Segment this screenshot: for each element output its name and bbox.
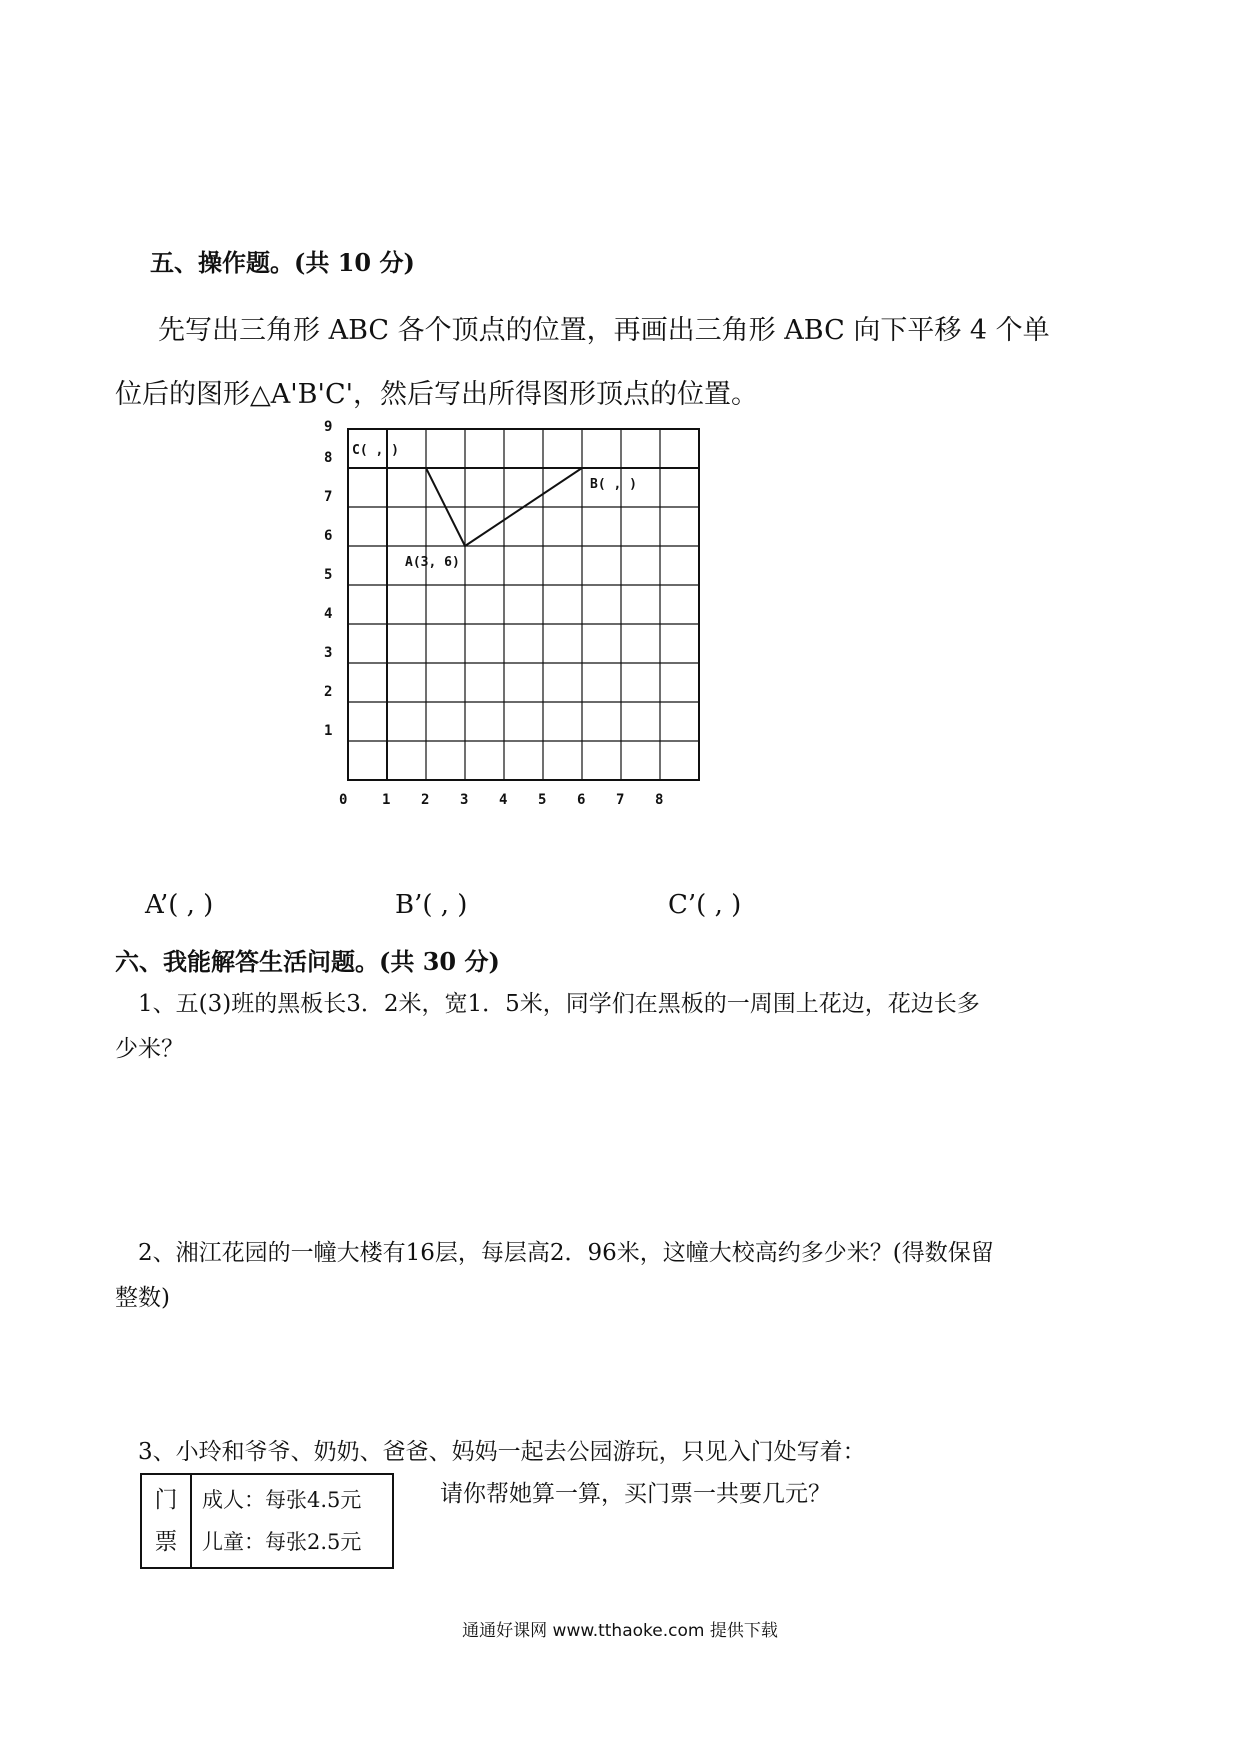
section5-instruction-line1: 先写出三角形 ABC 各个顶点的位置，再画出三角形 ABC 向下平移 4 个单 xyxy=(158,315,1050,346)
vertex-a-label: A(3, 6) xyxy=(405,555,460,570)
coordinate-grid xyxy=(318,419,678,830)
question3-prompt: 请你帮她算一算，买门票一共要几元？ xyxy=(440,1481,831,1507)
grid-lines xyxy=(348,429,699,780)
answer-a-prime[interactable]: A’( , ) xyxy=(145,890,214,920)
y-tick-label: 5 xyxy=(324,567,333,583)
x-tick-label: 7 xyxy=(616,792,625,808)
vertex-b-label: B( , ) xyxy=(590,477,637,492)
question2-line2: 整数) xyxy=(115,1285,170,1311)
y-tick-label: 3 xyxy=(324,645,333,661)
y-tick-label: 1 xyxy=(324,723,333,739)
y-tick-label: 2 xyxy=(324,684,333,700)
x-tick-label: 8 xyxy=(655,792,664,808)
question2-line1: 2、湘江花园的一幢大楼有16层，每层高2．96米，这幢大校高约多少米？(得数保留 xyxy=(138,1240,994,1266)
y-tick-label: 6 xyxy=(324,528,333,544)
ticket-price-box xyxy=(140,1473,394,1569)
question1-line1: 1、五(3)班的黑板长3．2米，宽1．5米，同学们在黑板的一周围上花边，花边长多 xyxy=(138,991,980,1017)
x-tick-label: 6 xyxy=(577,792,586,808)
ticket-prices xyxy=(192,1475,392,1567)
answer-c-prime[interactable]: C’( , ) xyxy=(668,890,742,920)
ticket-label-bottom: 票 xyxy=(154,1529,178,1555)
section5-instruction-line2: 位后的图形△A'B'C'，然后写出所得图形顶点的位置。 xyxy=(115,379,759,410)
x-tick-label: 1 xyxy=(382,792,391,808)
x-tick-label: 2 xyxy=(421,792,430,808)
answer-b-prime[interactable]: B’( , ) xyxy=(395,890,468,920)
question3-line1: 3、小玲和爷爷、奶奶、爸爸、妈妈一起去公园游玩，只见入门处写着： xyxy=(138,1439,866,1465)
child-price: 儿童：每张2.5元 xyxy=(202,1530,362,1554)
y-axis-ticks xyxy=(324,419,332,739)
footer-credit: 通通好课网 www.tthaoke.com 提供下载 xyxy=(462,1621,778,1641)
x-tick-label: 3 xyxy=(460,792,469,808)
ticket-label-top: 门 xyxy=(154,1487,178,1513)
y-tick-label: 7 xyxy=(324,489,333,505)
grid-frame xyxy=(348,429,699,780)
x-tick-label: 5 xyxy=(538,792,547,808)
ticket-label xyxy=(142,1475,192,1567)
x-axis-ticks xyxy=(339,792,663,808)
section6-heading: 六、我能解答生活问题。(共 30 分) xyxy=(115,947,500,976)
y-tick-label: 4 xyxy=(324,606,333,622)
section5-heading: 五、操作题。(共 10 分) xyxy=(150,248,415,277)
vertex-c-label: C( , ) xyxy=(352,443,399,458)
adult-price: 成人：每张4.5元 xyxy=(202,1488,362,1512)
x-tick-label: 4 xyxy=(499,792,508,808)
question1-line2: 少米？ xyxy=(115,1036,184,1062)
x-tick-label: 0 xyxy=(339,792,348,808)
y-tick-label: 8 xyxy=(324,450,333,466)
y-tick-label: 9 xyxy=(324,419,333,435)
